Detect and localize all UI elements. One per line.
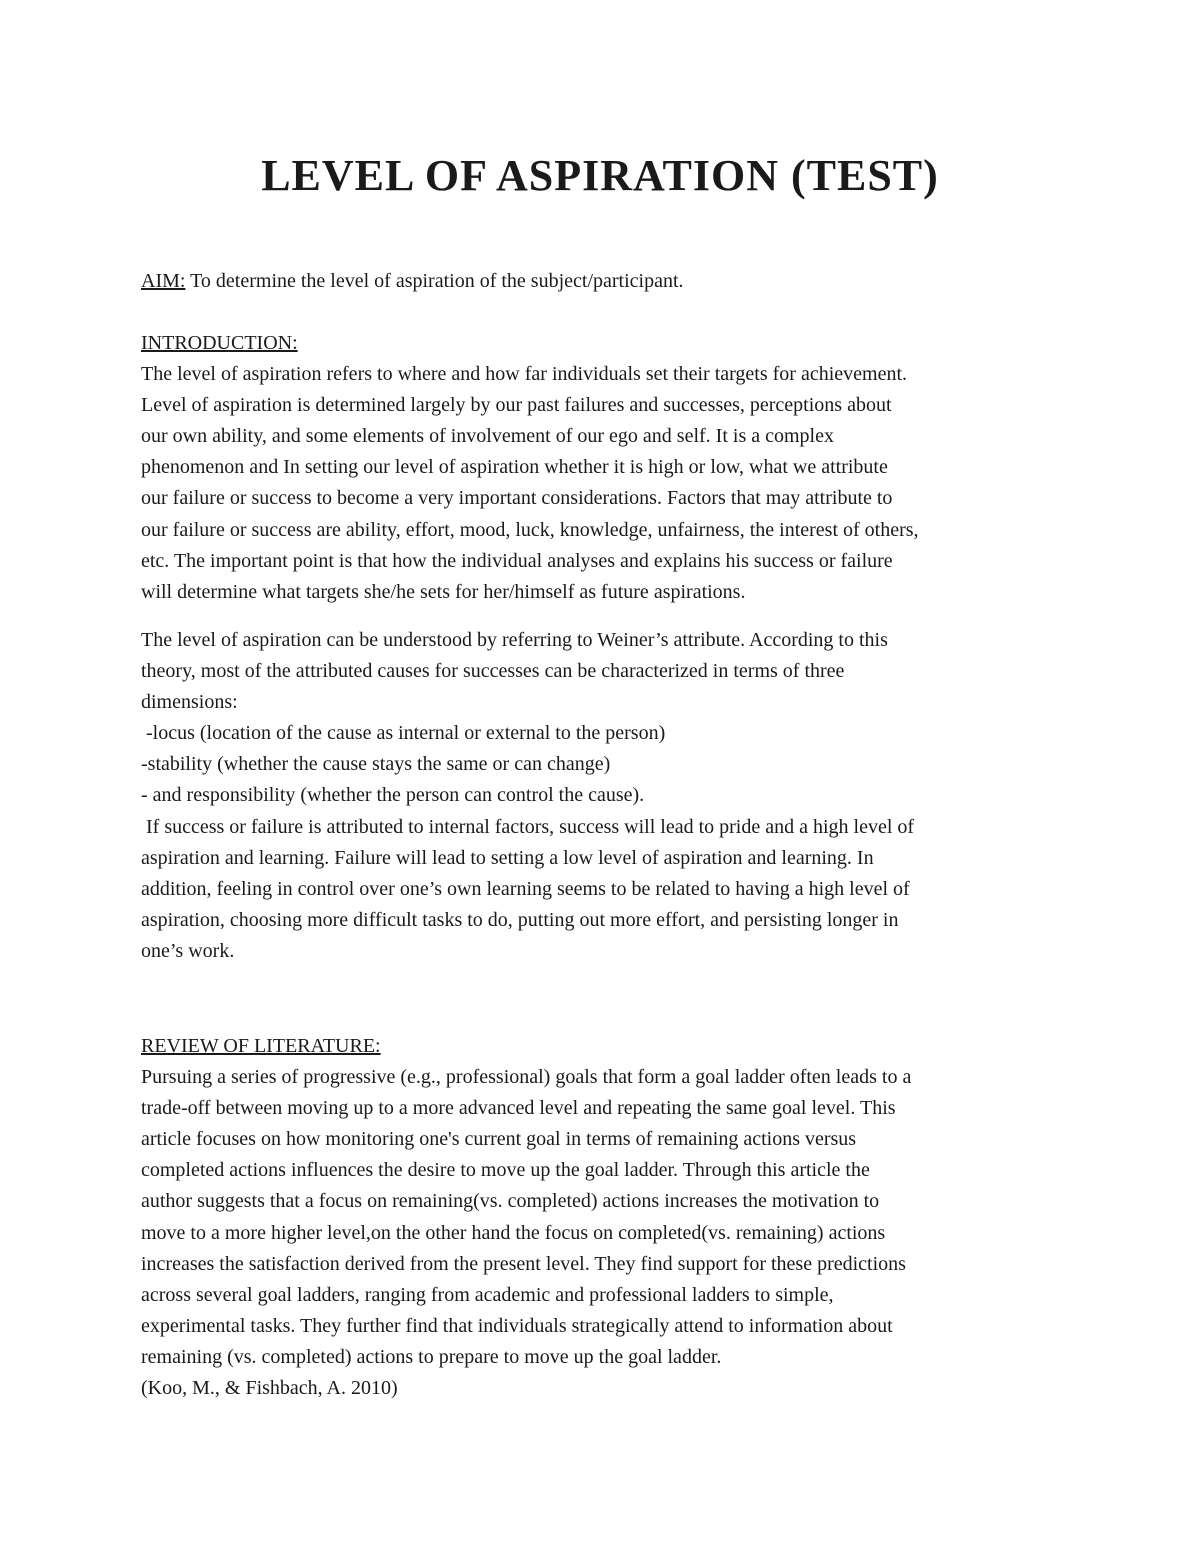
citation: (Koo, M., & Fishbach, A. 2010) xyxy=(141,1377,398,1400)
introduction-paragraph-1-line: our failure or success are ability, effort, mood, luck, knowledge, unfairness, the interest of others, xyxy=(141,518,919,541)
introduction-paragraph-2-line: aspiration, choosing more difficult tasks to do, putting out more effort, and persisting longer in xyxy=(141,908,899,931)
introduction-section xyxy=(141,328,1071,608)
stability-bullet: -stability (whether the cause stays the same or can change) xyxy=(141,753,611,776)
review-line: article focuses on how monitoring one's current goal in terms of remaining actions versus xyxy=(141,1128,857,1151)
page-title: LEVEL OF ASPIRATION (TEST) xyxy=(261,151,939,200)
introduction-paragraph-2 xyxy=(141,625,1071,967)
aim-label: AIM: xyxy=(141,270,186,292)
aim-text: To determine the level of aspiration of the subject/participant. xyxy=(185,270,684,292)
review-line: remaining (vs. completed) actions to prepare to move up the goal ladder. xyxy=(141,1345,722,1368)
review-line: experimental tasks. They further find that individuals strategically attend to information about xyxy=(141,1314,893,1337)
introduction-paragraph-1-line: Level of aspiration is determined largely by our past failures and successes, perceptions about xyxy=(141,394,892,417)
review-line: increases the satisfaction derived from the present level. They find support for these predictions xyxy=(141,1252,906,1275)
responsibility-bullet: - and responsibility (whether the person can control the cause). xyxy=(141,784,645,807)
introduction-paragraph-2-line: one’s work. xyxy=(141,939,235,962)
introduction-paragraph-2-line: The level of aspiration can be understood by referring to Weiner’s attribute. According to this xyxy=(141,629,888,651)
introduction-paragraph-2-line: dimensions: xyxy=(141,691,238,714)
introduction-paragraph-2-line: aspiration and learning. Failure will lead to setting a low level of aspiration and learning. In xyxy=(141,846,874,869)
introduction-paragraph-1-line: phenomenon and In setting our level of aspiration whether it is high or low, what we attribute xyxy=(141,456,888,479)
introduction-paragraph-2-line: theory, most of the attributed causes for successes can be characterized in terms of three xyxy=(141,660,845,683)
introduction-paragraph-2-line: addition, feeling in control over one’s own learning seems to be related to having a high level of xyxy=(141,877,910,900)
introduction-paragraph-1-line: our failure or success to become a very important considerations. Factors that may attribute to xyxy=(141,487,893,510)
review-line: across several goal ladders, ranging from academic and professional ladders to simple, xyxy=(141,1283,834,1306)
aim-section xyxy=(141,266,1071,297)
review-line: Pursuing a series of progressive (e.g., professional) goals that form a goal ladder often leads to a xyxy=(141,1066,912,1089)
review-line: trade-off between moving up to a more advanced level and repeating the same goal level. This xyxy=(141,1097,896,1120)
introduction-heading: INTRODUCTION: xyxy=(141,332,298,354)
review-heading: REVIEW OF LITERATURE: xyxy=(141,1035,381,1057)
locus-bullet: -locus (location of the cause as internal or external to the person) xyxy=(141,722,666,745)
introduction-paragraph-1-line: The level of aspiration refers to where and how far individuals set their targets for achievement. xyxy=(141,363,908,386)
introduction-paragraph-2-line: If success or failure is attributed to internal factors, success will lead to pride and a high level of xyxy=(141,815,915,838)
review-line: author suggests that a focus on remaining(vs. completed) actions increases the motivation to xyxy=(141,1190,880,1213)
introduction-paragraph-1-line: will determine what targets she/he sets for her/himself as future aspirations. xyxy=(141,580,746,603)
introduction-paragraph-1-line: our own ability, and some elements of involvement of our ego and self. It is a complex xyxy=(141,425,834,448)
aim-line xyxy=(141,266,1071,297)
review-line: move to a more higher level,on the other hand the focus on completed(vs. remaining) actions xyxy=(141,1221,886,1244)
review-section xyxy=(141,1031,1071,1404)
review-line: completed actions influences the desire to move up the goal ladder. Through this article the xyxy=(141,1159,870,1182)
introduction-paragraph-1-line: etc. The important point is that how the individual analyses and explains his success or failure xyxy=(141,549,893,572)
